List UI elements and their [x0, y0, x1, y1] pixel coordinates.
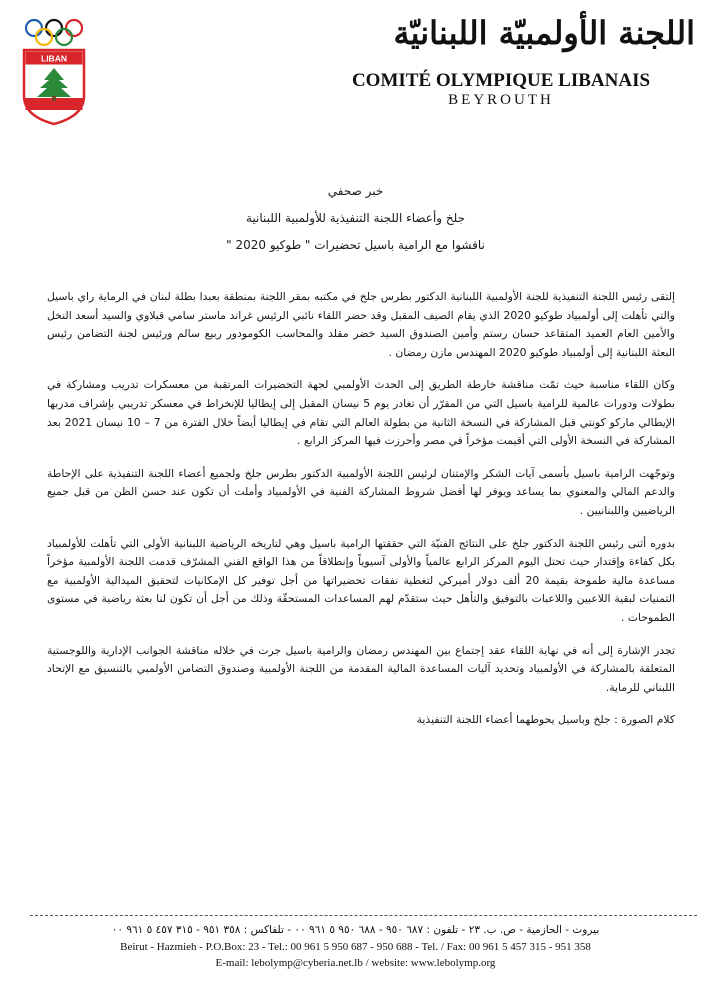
olympic-committee-logo [20, 16, 88, 126]
press-release-body [47, 288, 675, 744]
logo-label: LIBAN [41, 53, 67, 64]
footer [14, 922, 697, 972]
paragraph: بدوره أثنى رئيس اللجنة الدكتور جلخ على النتائج الفنيّة التي حققتها الرامية باسيل وهي لتاريخه الرياضية اللبنانية الأولى التي تأهلت للأولمبياد بكل كفاءة وإقتدار حيث تحتل اليوم المركز الرابع عالمياً والأولى آسيوياً وإنطلاقاً من هذا الواقع الفني المشرّف قدمت اللجنة الأولمبية مؤخراً مساعدة مالية طموحة بقيمة 20 ألف دولار أميركي لتغطية نفقات تحضيراتها من أجل توفير كل الإمكانيات لتحقيق الميدالية الأولمبية مع التمنيات لبقية اللاعبين واللاعبات بالتوفيق والتأهل حيث ستقدّم لهم المساعدات المستحقّة وذلك من أجل أن تكون لنا بعثة رياضية في مستوى الطموحات . [47, 536, 675, 624]
committee-french-name: COMITÉ OLYMPIQUE LIBANAIS [351, 70, 651, 91]
paragraph: وتوجّهت الرامية باسيل بأسمى آيات الشكر والإمتنان لرئيس اللجنة الأولمبية الدكتور بطرس جلخ ولجميع أعضاء اللجنة التنفيذية على الإحاطة والدعم المالي والمعنوي بما يساعد ويوفر لها أفضل شروط المشاركة الفنية في الأولمبياد وأملت أن تكون عند حسن الظن من قبل جميع الرياضيين واللبنانيين . [47, 466, 675, 517]
press-release-label: خبر صحفي [327, 184, 384, 198]
committee-arabic-name: اللجنة الأولمبيّة اللبنانيّة [393, 14, 695, 52]
olympic-rings-cedar-shield-icon [20, 16, 88, 126]
committee-city: BEYROUTH [448, 92, 554, 108]
footer-latin-address: Beirut - Hazmieh - P.O.Box: 23 - Tel.: 00 961 5 950 687 - 950 688 - Tel. / Fax: 00 961 5 457 315 - 951 358 [120, 940, 591, 953]
headline: جلخ وأعضاء اللجنة التنفيذية للأولمبية اللبنانية [245, 211, 466, 225]
paragraph: إلتقى رئيس اللجنة التنفيذية للجنة الأولمبية اللبنانية الدكتور بطرس جلخ في مكتبه بمقر اللجنة بمنطقة بعبدا بطلة لبنان في الرماية راي باسيل والتي تأهلت إلى أولمبياد طوكيو 2020 الذي يقام الصيف المقبل وقد حضر اللقاء نائبي الرئيس غراند ماستر سامي قبلاوي والسيد أسعد النخل والأمين العام العميد المتقاعد حسان رستم وأمين الصندوق السيد خضر مقلد والمحاسب الكومودور ربيع سالم ورئيس لجنة التضامن رئيس البعثة اللبنانية إلى أولمبياد طوكيو 2020 المهندس مازن رمضان . [47, 290, 675, 359]
paragraph: وكان اللقاء مناسبة حيث تمّت مناقشة خارطة الطريق إلى الحدث الأولمبي لجهة التحضيرات المرتقبة من معسكرات تدريب ومشاركة في بطولات ودورات عالمية للرامية باسيل التي من المقرّر أن تغادر يوم 5 نيسان المقبل إلى إيطاليا للإنخراط في معسكر تدريبي بإشراف مدربها الإيطالي ماركو كونتي قبل المشاركة في النسخة الثانية من بطولة العالم التي تقام في إيطاليا أيضاً خلال الفترة من 7 – 10 نيسان 2021 بعد المشاركة في النسخة الأولى التي أقيمت مؤخراً في مصر وأحرزت فيها المركز الرابع . [47, 378, 675, 448]
subheadline: ناقشوا مع الرامية باسيل تحضيرات " طوكيو 2020 " [226, 238, 485, 252]
footer-contact: E-mail: lebolymp@cyberia.net.lb / website: www.lebolymp.org [215, 957, 496, 969]
press-release-headings [40, 178, 671, 259]
paragraph: تجدر الإشارة إلى أنه في نهاية اللقاء عقد إجتماع بين المهندس رمضان والرامية باسيل جرت في خلاله مناقشة الجوانب الإدارية واللوجستية المتعلقة بالمشاركة في الأولمبياد وتحديد آليات المساعدة المالية المقدمة من اللجنة الأولمبية وصندوق التضامن الأولمبي بالتنسيق مع الإتحاد اللبناني للرماية. [47, 643, 675, 694]
footer-divider [30, 915, 697, 916]
footer-arabic-address: بيروت - الحازمية - ص. ب. ٢٣ - تلفون : ٦٨٧ ٩٥٠ - ٦٨٨ ٩٥٠ ٥ ٩٦١ ٠٠ - تلفاكس : ٣٥٨ ٩٥١ - ٣١٥ ٤٥٧ ٥ ٩٦١ ٠٠ [111, 924, 600, 936]
photo-caption: كلام الصورة : جلخ وباسيل يحوطهما أعضاء اللجنة التنفيذية [416, 713, 675, 727]
